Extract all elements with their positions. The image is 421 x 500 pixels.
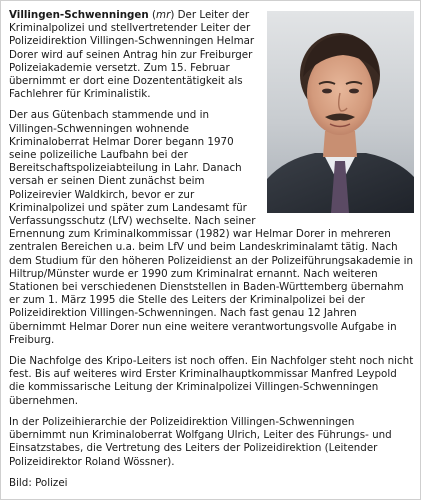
paragraph-1-text: Der Leiter der Kriminalpolizei und stellvertretender Leiter der Polizeidirektion Villingen-Schwenningen Helmar Dorer wird auf seinen Antrag hin zur Freiburger Polizeiakademie versetzt. Zum 15. Februar übernimmt er dort eine Dozententätigkeit als Fachlehrer für Kriminalistik. [9,9,255,101]
news-article [9,9,414,498]
portrait-photo [267,11,414,213]
author-abbreviation: mr [156,9,171,21]
article-paragraph-4: In der Polizeihierarchie der Polizeidirektion Villingen-Schwenningen übernimmt nun Kriminaloberrat Wolfgang Ulrich, Leiter des Führungs- und Einsatzstabes, die Vertretung des Leiters der Polizeidirektion (Leitender Polizeidirektor Roland Wössner). [9,415,392,468]
article-paragraph-3: Die Nachfolge des Kripo-Leiters ist noch offen. Ein Nachfolger steht noch nicht fest. Bis auf weiteres wird Erster Kriminalhauptkommissar Manfred Leypold die kommissarische Leitung der Kriminalpolizei Villingen-Schwenningen übernehmen. [9,355,414,407]
article-paragraph-1: Villingen-Schwenningen (mr) Der Leiter der Kriminalpolizei und stellvertretender Leiter der Polizeidirektion Villingen-Schwenningen Helmar Dorer wird auf seinen Antrag hin zur Freiburger Polizeiakademie versetzt. Zum 15. Februar übernimmt er dort eine Dozententätigkeit als Fachlehrer für Kriminalistik. [9,9,255,101]
dateline: Villingen-Schwenningen [9,9,149,21]
photo-credit: Bild: Polizei [9,476,68,489]
article-paragraph-2: Der aus Gütenbach stammende und in Villingen-Schwenningen wohnende Kriminaloberrat Helmar Dorer begann 1970 seine polizeiliche Laufbahn bei der Bereitschaftspolizeiabteilung in Lahr. Danach versah er seinen Dient zunächst beim Polizeirevier Waldkirch, bevor er zur Kriminalpolizei und später zum Landesamt für Verfassungsschutz (LfV) wechselte. Nach seiner Ernennung zum Kriminalkommissar (1982) war Helmar Dorer in mehreren zentralen Bereichen u.a. beim LfV und beim Landeskriminalamt tätig. Nach dem Studium für den höheren Polizeidienst an der Polizeiführungsakademie in Hiltrup/Münster wurde er 1990 zum Kriminalrat ernannt. Nach weiteren Stationen bei verschiedenen Dienststellen in Baden-Württemberg übernahm er zum 1. März 1995 die Stelle des Leiters der Kriminalpolizei bei der Polizeidirektion Villingen-Schwenningen. Nach fast genau 12 Jahren übernimmt Helmar Dorer nun eine weitere verantwortungsvolle Aufgabe in Freiburg. [9,109,414,346]
